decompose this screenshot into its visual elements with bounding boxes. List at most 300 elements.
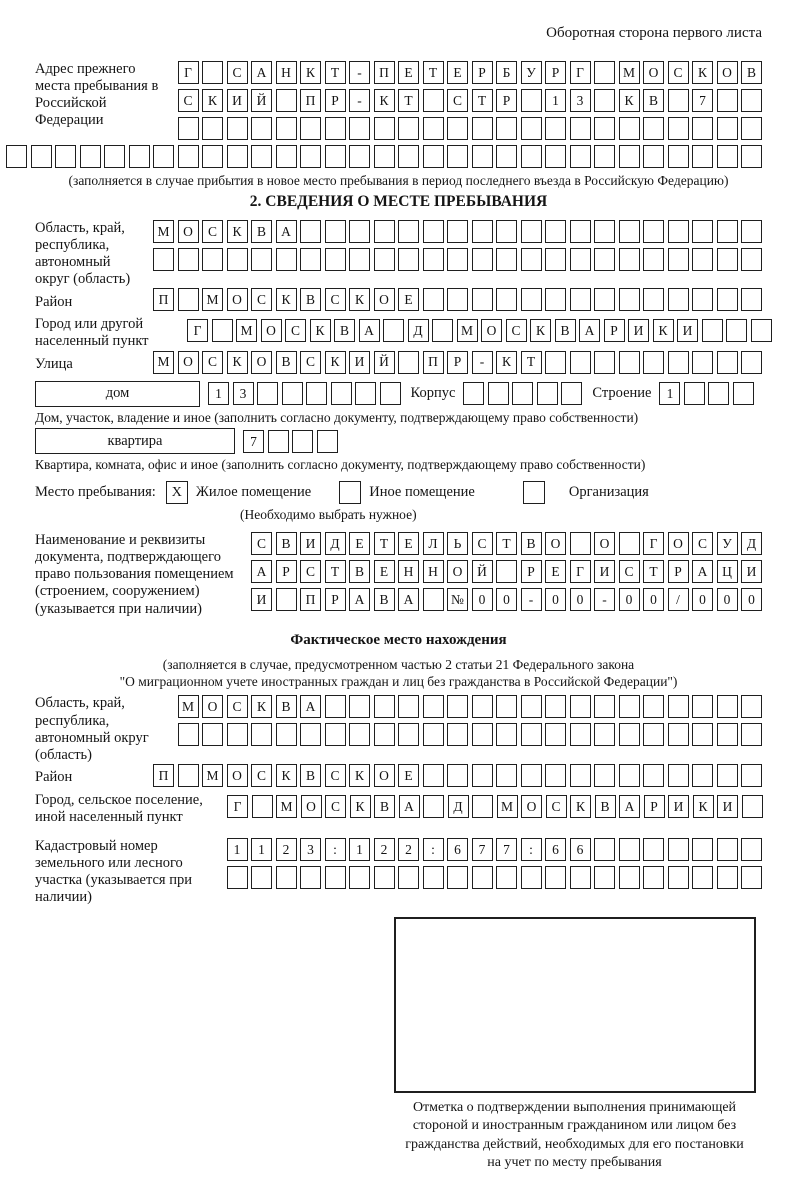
char-cell	[398, 248, 419, 271]
char-cell: 0	[570, 588, 591, 611]
char-cell: С	[325, 764, 346, 787]
char-cell: Р	[668, 560, 689, 583]
char-cell: С	[202, 220, 223, 243]
char-cell	[594, 838, 615, 861]
char-cell: К	[202, 89, 223, 112]
char-cell: С	[447, 89, 468, 112]
stay-type-checkbox-organization	[523, 481, 545, 504]
char-cell: С	[619, 560, 640, 583]
char-cell	[619, 532, 640, 555]
char-cell: -	[349, 61, 370, 84]
char-cell: С	[251, 532, 272, 555]
cadastral-label: Кадастровый номер земельного или лесного участка (указывается при наличии)	[35, 838, 192, 906]
char-cell: Н	[398, 560, 419, 583]
document-row-1	[251, 532, 762, 555]
document-row-3	[251, 588, 762, 611]
char-cell: Р	[325, 89, 346, 112]
char-cell	[423, 588, 444, 611]
char-cell: А	[276, 220, 297, 243]
char-cell: 3	[570, 89, 591, 112]
char-cell: Д	[448, 795, 469, 818]
region-rows	[153, 220, 762, 276]
char-cell: С	[506, 319, 527, 342]
char-cell	[619, 145, 640, 168]
char-cell	[717, 117, 738, 140]
char-cell	[741, 117, 762, 140]
char-cell: О	[202, 695, 223, 718]
char-cell	[521, 220, 542, 243]
char-cell	[153, 145, 174, 168]
char-cell	[537, 382, 558, 405]
char-cell	[717, 220, 738, 243]
char-cell	[276, 145, 297, 168]
char-cell: Н	[276, 61, 297, 84]
prev-address-row-4	[5, 145, 762, 168]
char-cell	[668, 351, 689, 374]
char-cell	[398, 351, 419, 374]
facts-region-row-1	[178, 695, 763, 718]
char-cell	[447, 220, 468, 243]
facts-note-line2: "О миграционном учете иностранных граждан и лиц без гражданства в Российской Федерации")	[119, 673, 678, 689]
char-cell: Е	[374, 560, 395, 583]
char-cell	[717, 288, 738, 311]
char-cell	[668, 838, 689, 861]
char-cell	[619, 695, 640, 718]
char-cell	[423, 248, 444, 271]
char-cell	[717, 723, 738, 746]
char-cell	[570, 866, 591, 889]
char-cell	[472, 764, 493, 787]
char-cell: В	[276, 532, 297, 555]
char-cell	[423, 117, 444, 140]
char-cell: 6	[447, 838, 468, 861]
char-cell: Й	[472, 560, 493, 583]
char-cell	[643, 695, 664, 718]
facts-district-row	[153, 764, 762, 787]
char-cell: С	[325, 795, 346, 818]
char-cell: 7	[692, 89, 713, 112]
char-cell	[374, 117, 395, 140]
char-cell	[594, 145, 615, 168]
char-cell	[178, 288, 199, 311]
stay-type-label: Место пребывания:	[35, 484, 156, 501]
char-cell: М	[619, 61, 640, 84]
document-block	[35, 532, 762, 618]
char-cell: В	[276, 695, 297, 718]
char-cell: К	[692, 61, 713, 84]
char-cell: 0	[496, 588, 517, 611]
stay-type-note: (Необходимо выбрать нужное)	[240, 507, 417, 523]
char-cell	[227, 248, 248, 271]
char-cell: В	[555, 319, 576, 342]
char-cell: Г	[570, 61, 591, 84]
prev-address-row-1	[178, 61, 763, 84]
char-cell	[521, 764, 542, 787]
char-cell: 0	[619, 588, 640, 611]
char-cell: Б	[496, 61, 517, 84]
char-cell: К	[300, 61, 321, 84]
apartment-cells	[243, 430, 338, 453]
char-cell: О	[481, 319, 502, 342]
char-cell	[300, 117, 321, 140]
char-cell	[521, 288, 542, 311]
char-cell	[374, 723, 395, 746]
char-cell: В	[300, 288, 321, 311]
char-cell	[545, 695, 566, 718]
char-cell	[472, 220, 493, 243]
char-cell	[472, 117, 493, 140]
char-cell: Р	[545, 61, 566, 84]
char-cell: Р	[447, 351, 468, 374]
char-cell	[472, 866, 493, 889]
char-cell	[423, 795, 444, 818]
char-cell: О	[447, 560, 468, 583]
char-cell	[472, 795, 493, 818]
char-cell	[594, 61, 615, 84]
char-cell: П	[374, 61, 395, 84]
char-cell: Й	[374, 351, 395, 374]
char-cell: М	[276, 795, 297, 818]
char-cell	[619, 764, 640, 787]
char-cell	[643, 220, 664, 243]
char-cell	[374, 248, 395, 271]
facts-region-label: Область, край, республика, автономный округ (область)	[35, 695, 149, 763]
char-cell: О	[178, 351, 199, 374]
char-cell: А	[251, 560, 272, 583]
char-cell: С	[325, 288, 346, 311]
char-cell	[276, 89, 297, 112]
char-cell: 6	[570, 838, 591, 861]
stamp-caption-line-1: Отметка о подтверждении выполнения принимающей	[412, 1099, 737, 1115]
char-cell: 1	[251, 838, 272, 861]
char-cell	[496, 695, 517, 718]
char-cell: Т	[374, 532, 395, 555]
char-cell	[643, 145, 664, 168]
char-cell	[643, 117, 664, 140]
char-cell: С	[472, 532, 493, 555]
char-cell: А	[349, 588, 370, 611]
page-title: Оборотная сторона первого листа	[546, 25, 762, 41]
char-cell	[463, 382, 484, 405]
char-cell: И	[668, 795, 689, 818]
char-cell: 0	[472, 588, 493, 611]
apartment-note: Квартира, комната, офис и иное (заполнить согласно документу, подтверждающему право собственности)	[35, 457, 646, 473]
char-cell	[521, 117, 542, 140]
char-cell	[31, 145, 52, 168]
char-cell: 1	[208, 382, 229, 405]
char-cell	[447, 866, 468, 889]
char-cell: Г	[227, 795, 248, 818]
char-cell: Р	[472, 61, 493, 84]
char-cell	[423, 220, 444, 243]
char-cell: Т	[643, 560, 664, 583]
char-cell	[668, 764, 689, 787]
char-cell	[717, 866, 738, 889]
prev-address-rows	[178, 61, 763, 145]
char-cell	[276, 588, 297, 611]
char-cell	[594, 695, 615, 718]
char-cell	[374, 695, 395, 718]
stamp-caption	[387, 1099, 762, 1173]
char-cell: Р	[604, 319, 625, 342]
char-cell	[570, 288, 591, 311]
prev-address-row-3	[178, 117, 763, 140]
char-cell: Р	[276, 560, 297, 583]
char-cell: П	[153, 288, 174, 311]
char-cell: И	[717, 795, 738, 818]
district-row	[153, 288, 762, 311]
char-cell: 0	[643, 588, 664, 611]
char-cell: Т	[325, 560, 346, 583]
char-cell	[423, 89, 444, 112]
char-cell	[545, 145, 566, 168]
char-cell	[380, 382, 401, 405]
char-cell	[668, 723, 689, 746]
char-cell	[325, 248, 346, 271]
region-label: Область, край, республика, автономный округ (область)	[35, 219, 131, 288]
char-cell: А	[251, 61, 272, 84]
char-cell: К	[276, 764, 297, 787]
char-cell: Т	[472, 89, 493, 112]
char-cell	[668, 866, 689, 889]
char-cell	[300, 723, 321, 746]
char-cell	[570, 532, 591, 555]
char-cell	[741, 764, 762, 787]
char-cell: -	[349, 89, 370, 112]
char-cell: 1	[227, 838, 248, 861]
char-cell	[447, 764, 468, 787]
char-cell	[594, 248, 615, 271]
char-cell: К	[227, 351, 248, 374]
char-cell	[6, 145, 27, 168]
char-cell: К	[310, 319, 331, 342]
char-cell	[300, 866, 321, 889]
char-cell: И	[677, 319, 698, 342]
char-cell	[300, 220, 321, 243]
char-cell: О	[374, 764, 395, 787]
char-cell: М	[153, 220, 174, 243]
char-cell: К	[251, 695, 272, 718]
char-cell: Г	[570, 560, 591, 583]
char-cell	[496, 145, 517, 168]
stay-type-option-other: Иное помещение	[369, 484, 475, 501]
char-cell: 1	[659, 382, 680, 405]
char-cell: В	[251, 220, 272, 243]
char-cell	[374, 220, 395, 243]
char-cell	[594, 220, 615, 243]
char-cell: В	[374, 795, 395, 818]
char-cell	[545, 248, 566, 271]
char-cell	[521, 866, 542, 889]
char-cell: К	[276, 288, 297, 311]
char-cell	[668, 248, 689, 271]
city-block	[35, 316, 762, 350]
char-cell: М	[236, 319, 257, 342]
apartment-row	[35, 428, 762, 454]
char-cell	[702, 319, 723, 342]
char-cell	[178, 145, 199, 168]
char-cell: Д	[325, 532, 346, 555]
char-cell: К	[325, 351, 346, 374]
char-cell: С	[668, 61, 689, 84]
char-cell	[619, 723, 640, 746]
char-cell: В	[643, 89, 664, 112]
char-cell	[325, 866, 346, 889]
char-cell	[447, 695, 468, 718]
char-cell	[726, 319, 747, 342]
char-cell	[398, 117, 419, 140]
document-row-2	[251, 560, 762, 583]
char-cell	[331, 382, 352, 405]
char-cell	[178, 248, 199, 271]
char-cell	[282, 382, 303, 405]
facts-city-label: Город, сельское поселение, иной населенный пункт	[35, 791, 203, 825]
char-cell	[325, 145, 346, 168]
char-cell: С	[251, 288, 272, 311]
char-cell: С	[300, 351, 321, 374]
char-cell: -	[594, 588, 615, 611]
char-cell: 0	[545, 588, 566, 611]
char-cell: В	[300, 764, 321, 787]
char-cell	[692, 117, 713, 140]
char-cell: 0	[692, 588, 713, 611]
prev-address-block	[35, 61, 762, 145]
char-cell	[472, 248, 493, 271]
char-cell: М	[497, 795, 518, 818]
house-box-label: дом	[35, 381, 200, 407]
char-cell: И	[594, 560, 615, 583]
char-cell	[398, 866, 419, 889]
char-cell: С	[227, 61, 248, 84]
char-cell: П	[153, 764, 174, 787]
char-cell: О	[521, 795, 542, 818]
char-cell	[496, 560, 517, 583]
cadastral-row-1	[227, 838, 763, 861]
char-cell	[521, 695, 542, 718]
char-cell	[521, 145, 542, 168]
char-cell	[619, 866, 640, 889]
char-cell	[594, 764, 615, 787]
char-cell	[349, 248, 370, 271]
char-cell	[692, 288, 713, 311]
char-cell: -	[472, 351, 493, 374]
char-cell	[545, 117, 566, 140]
char-cell	[570, 764, 591, 787]
char-cell	[643, 723, 664, 746]
region-row-2	[153, 248, 762, 271]
char-cell	[251, 723, 272, 746]
char-cell	[300, 248, 321, 271]
char-cell	[398, 145, 419, 168]
char-cell	[202, 117, 223, 140]
char-cell	[276, 723, 297, 746]
char-cell: М	[202, 288, 223, 311]
char-cell	[668, 145, 689, 168]
stay-type-checkbox-other	[339, 481, 361, 504]
char-cell: О	[668, 532, 689, 555]
char-cell: 7	[496, 838, 517, 861]
char-cell: Г	[643, 532, 664, 555]
char-cell: К	[570, 795, 591, 818]
char-cell	[447, 723, 468, 746]
char-cell: О	[717, 61, 738, 84]
char-cell	[349, 220, 370, 243]
stamp-caption-line-2: стороной и иностранным гражданином или лицом без	[412, 1118, 737, 1134]
facts-region-block	[35, 695, 762, 763]
char-cell: Д	[408, 319, 429, 342]
char-cell: 2	[398, 838, 419, 861]
cadastral-block	[35, 838, 762, 906]
char-cell	[521, 723, 542, 746]
char-cell: С	[202, 351, 223, 374]
char-cell: /	[668, 588, 689, 611]
char-cell	[668, 220, 689, 243]
char-cell: А	[399, 795, 420, 818]
char-cell: О	[178, 220, 199, 243]
char-cell: Р	[496, 89, 517, 112]
char-cell: М	[178, 695, 199, 718]
city-row	[187, 319, 772, 342]
char-cell: К	[530, 319, 551, 342]
char-cell	[521, 248, 542, 271]
char-cell	[202, 723, 223, 746]
char-cell	[227, 117, 248, 140]
char-cell	[447, 288, 468, 311]
char-cell	[374, 145, 395, 168]
facts-city-row	[227, 795, 763, 818]
char-cell: А	[579, 319, 600, 342]
char-cell: К	[374, 89, 395, 112]
char-cell	[202, 61, 223, 84]
char-cell: Т	[398, 89, 419, 112]
char-cell	[398, 695, 419, 718]
char-cell: И	[741, 560, 762, 583]
char-cell	[496, 220, 517, 243]
char-cell: Е	[398, 288, 419, 311]
char-cell	[349, 145, 370, 168]
char-cell: А	[619, 795, 640, 818]
char-cell	[447, 117, 468, 140]
char-cell: У	[521, 61, 542, 84]
char-cell	[684, 382, 705, 405]
char-cell: 1	[349, 838, 370, 861]
char-cell	[423, 695, 444, 718]
char-cell: Н	[423, 560, 444, 583]
document-rows	[251, 532, 762, 616]
char-cell: В	[374, 588, 395, 611]
street-block	[35, 351, 762, 379]
char-cell	[325, 117, 346, 140]
char-cell	[153, 248, 174, 271]
char-cell	[349, 117, 370, 140]
street-label: Улица	[35, 355, 73, 372]
char-cell	[594, 723, 615, 746]
char-cell	[545, 351, 566, 374]
char-cell: О	[301, 795, 322, 818]
char-cell	[570, 248, 591, 271]
char-cell	[423, 764, 444, 787]
char-cell: Е	[398, 61, 419, 84]
char-cell: А	[692, 560, 713, 583]
char-cell	[512, 382, 533, 405]
char-cell	[306, 382, 327, 405]
apartment-box-label: квартира	[35, 428, 235, 454]
char-cell	[202, 248, 223, 271]
char-cell: Т	[325, 61, 346, 84]
char-cell	[496, 764, 517, 787]
char-cell	[741, 695, 762, 718]
char-cell	[472, 695, 493, 718]
